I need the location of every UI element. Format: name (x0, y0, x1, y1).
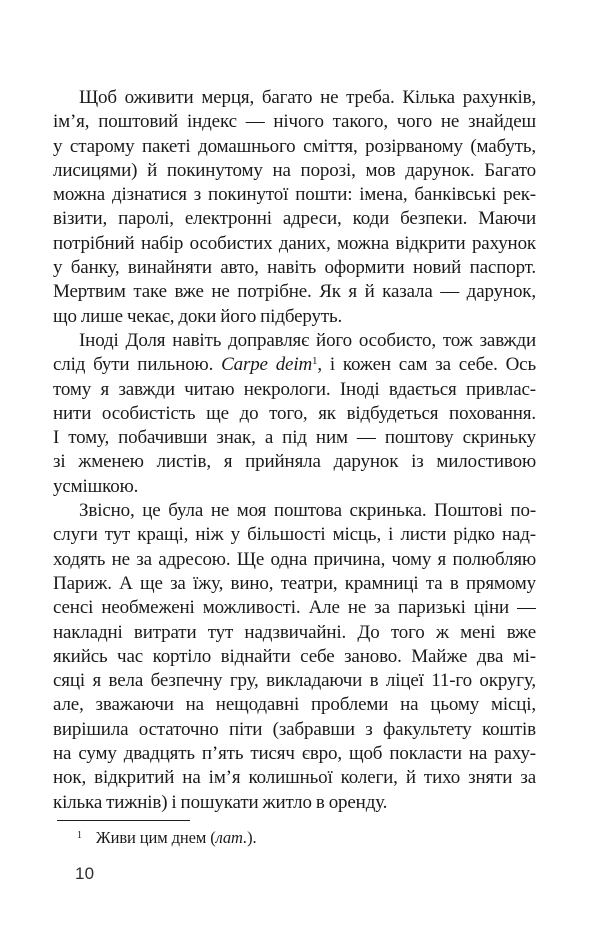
text-line (53, 548, 536, 572)
text-line (53, 693, 536, 717)
text-segment: зі жменею листів, я прийняла дарунок із милостивою (53, 451, 536, 473)
text-segment: але, зважаючи на нещодавні проблеми на цьому місці, (53, 694, 536, 716)
text-line (53, 450, 536, 474)
text-segment: у старому пакеті домашнього сміття, розірваному (мабуть, (53, 135, 536, 157)
text-segment: Carpe deim (221, 354, 313, 376)
text-line (53, 280, 536, 304)
text-line (53, 791, 536, 815)
text-segment: кілька тижнів) і пошукати житло в оренду. (53, 791, 388, 813)
text-segment: можна дізнатися з покинутої пошти: імена, банківські рек- (53, 184, 536, 206)
text-segment: накладні витрати тут надзвичайні. До того ж мені вже (53, 621, 536, 643)
text-line (53, 402, 536, 426)
footnote-reference: 1 (312, 355, 318, 368)
text-segment: Париж. А ще за їжу, вино, театри, крамниці та в прямому (53, 572, 536, 594)
text-line (53, 572, 536, 596)
text-line (53, 378, 536, 402)
text-line (53, 718, 536, 742)
text-segment: візити, паролі, електронні адреси, коди безпеки. Маючи (53, 208, 536, 230)
text-line (53, 426, 536, 450)
text-segment: у банку, винайняти авто, навіть оформити новий паспорт. (53, 257, 536, 279)
text-line (53, 305, 536, 329)
text-line (53, 523, 536, 547)
text-segment: Іноді Доля навіть доправляє його особисто, тож завжди (79, 329, 536, 351)
text-line (53, 475, 536, 499)
text-line (53, 110, 536, 134)
text-line (53, 645, 536, 669)
text-segment: Мертвим таке вже не потрібне. Як я й казала — дарунок, (53, 281, 536, 303)
text-segment: слуги тут кращі, ніж у більшості місць, і листи рідко над- (53, 524, 536, 546)
footnote (53, 827, 536, 849)
text-segment: слід бути пильною. (53, 354, 222, 376)
text-segment: Щоб оживити мерця, багато не треба. Кілька рахунків, (79, 87, 536, 108)
text-line (53, 353, 536, 377)
text-line (53, 596, 536, 620)
text-line (53, 183, 536, 207)
text-segment: сенсі необмежені можливості. Але не за паризькі ціни — (53, 597, 536, 619)
text-line (53, 256, 536, 280)
text-line (53, 621, 536, 645)
page-number: 10 (75, 864, 95, 883)
text-segment: лисицями) й покинутому на порозі, мов дарунок. Багато (53, 159, 536, 181)
text-line (53, 86, 536, 110)
text-line (53, 159, 536, 183)
text-segment: Живи цим днем ( (95, 828, 216, 847)
text-segment: ім’я, поштовий індекс — нічого такого, чого не знайдеш (53, 111, 536, 133)
text-line (53, 232, 536, 256)
text-segment: усмішкою. (53, 475, 139, 497)
text-line (53, 669, 536, 693)
text-line (53, 766, 536, 790)
text-line (53, 499, 536, 523)
text-segment: на суму двадцять п’ять тисяч євро, щоб покласти на раху- (53, 743, 536, 765)
text-segment: потрібний набір особистих даних, можна відкрити рахунок (53, 232, 536, 254)
text-segment: що лише чекає, доки його підберуть. (53, 305, 343, 327)
text-segment: нок, відкритий на ім’я колишньої колеги, й тихо зняти за (53, 767, 536, 789)
footnote-divider (57, 820, 190, 821)
text-segment: тому я завжди читаю некрологи. Іноді вдається привлас- (53, 378, 536, 400)
text-segment: лат. (215, 828, 248, 847)
paragraph (53, 499, 536, 815)
text-segment: Звісно, це була не моя поштова скринька. Поштові по- (79, 500, 536, 522)
text-line (53, 742, 536, 766)
footnote-marker: 1 (77, 830, 82, 841)
text-segment: І тому, побачивши знак, а під ним — поштову скриньку (53, 427, 536, 449)
text-segment: вирішила остаточно піти (забравши з факультету коштів (53, 718, 536, 740)
text-segment: якийсь час кортіло віднайти себе заново. Майже два мі- (53, 645, 536, 667)
text-segment: нити особистість ще до того, як відбудеться поховання. (53, 402, 536, 424)
text-segment: ходять не за адресою. Ще одна причина, чому я полюбляю (53, 548, 536, 570)
paragraph (53, 329, 536, 499)
text-block (53, 86, 536, 815)
text-segment: , і кожен сам за себе. Ось (317, 354, 536, 376)
text-line (53, 207, 536, 231)
text-segment: ). (247, 828, 257, 847)
text-segment: сяці я вела безпечну гру, викладаючи в ліцеї 11-го округу, (53, 670, 536, 692)
paragraph (53, 86, 536, 329)
text-line (53, 329, 536, 353)
text-line (53, 135, 536, 159)
